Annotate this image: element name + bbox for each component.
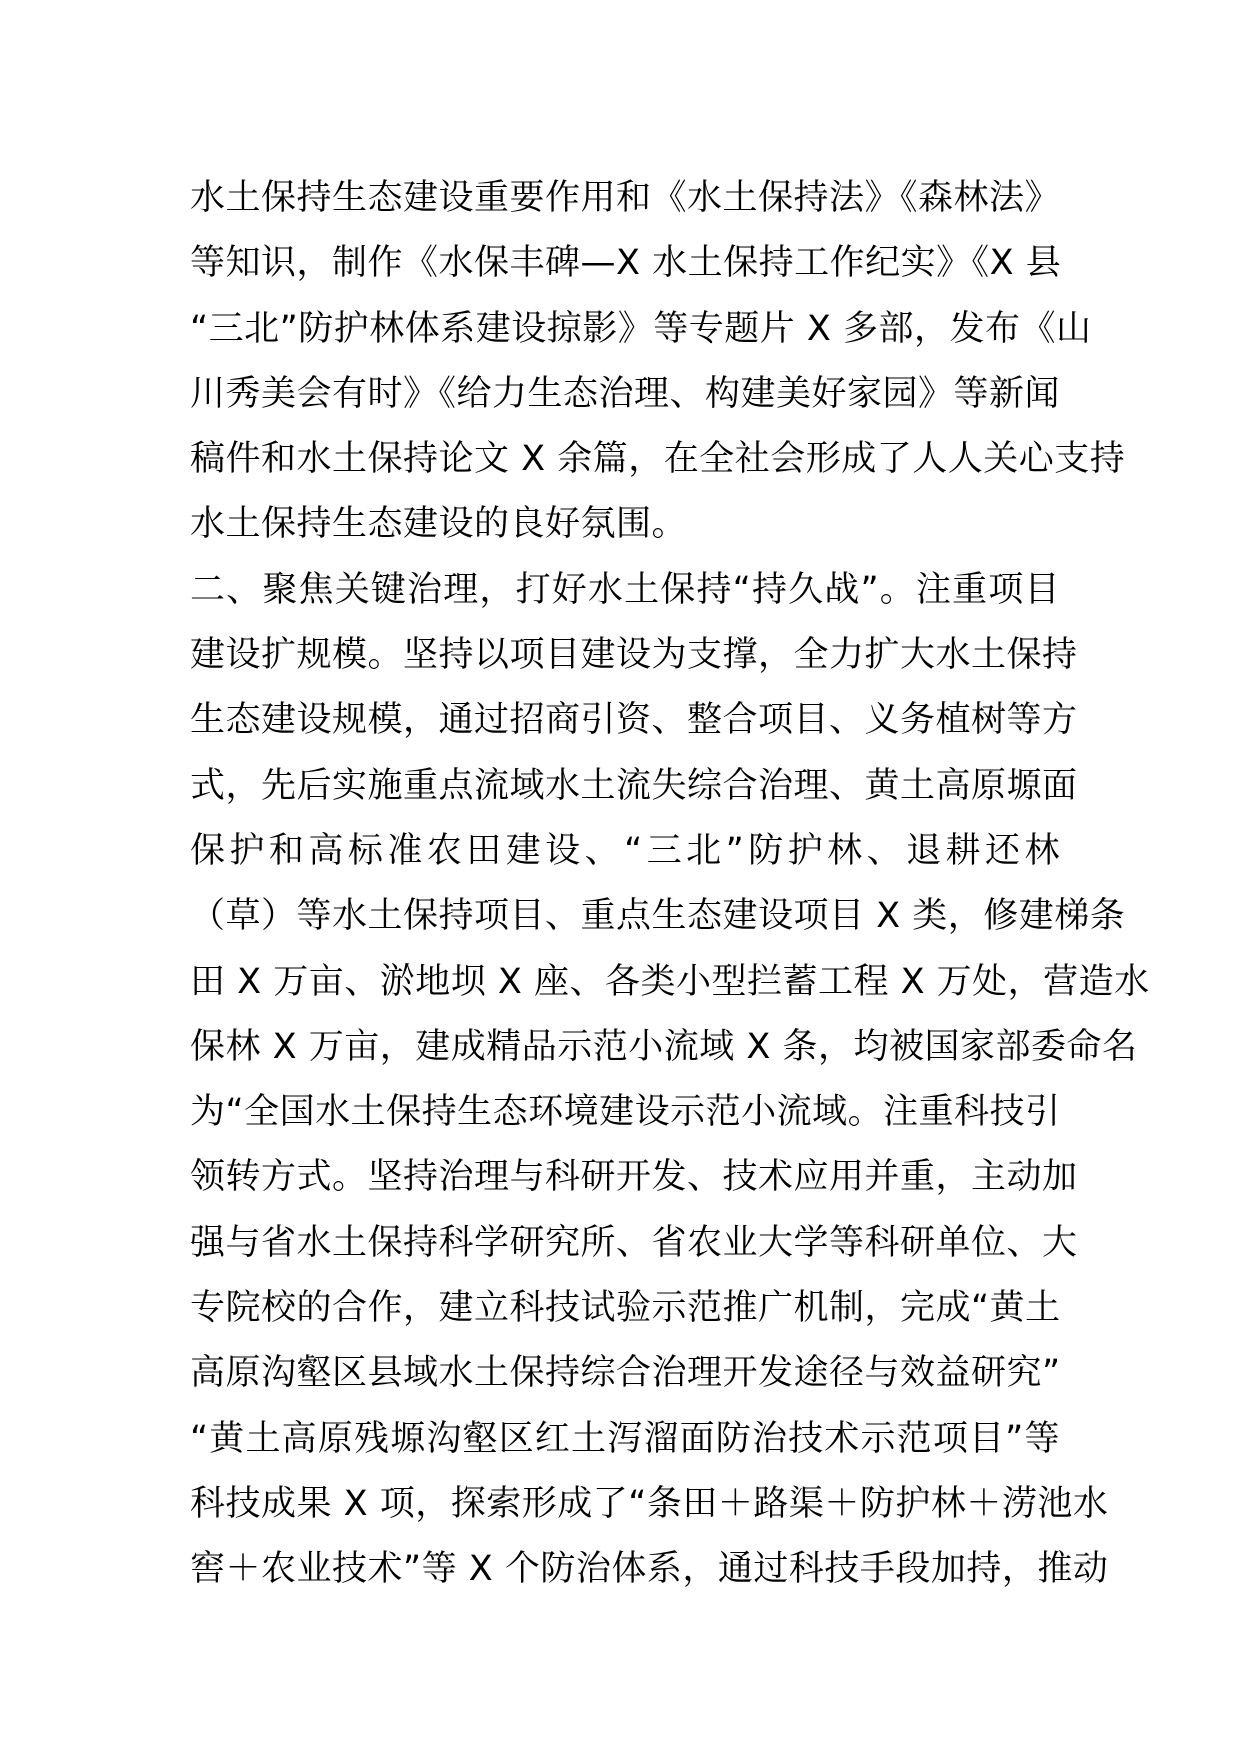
text-line-17: 强与省水土保持科学研究所、省农业大学等科研单位、大 bbox=[190, 1222, 1078, 1263]
text-line-22: 窖＋农业技术”等 X 个防治体系，通过科技手段加持，推动 bbox=[190, 1549, 1109, 1590]
text-line-14: 保林 X 万亩，建成精品示范小流域 X 条，均被国家部委命名 bbox=[190, 1026, 1138, 1067]
text-line-16: 领转方式。坚持治理与科研开发、技术应用并重，主动加 bbox=[190, 1157, 1078, 1198]
text-line-6: 水土保持生态建设的良好氛围。 bbox=[190, 504, 688, 545]
text-line-3: “三北”防护林体系建设掠影》等专题片 X 多部，发布《山 bbox=[190, 308, 1092, 349]
text-line-21: 科技成果 X 项，探索形成了“条田＋路渠＋防护林＋涝池水 bbox=[190, 1483, 1109, 1524]
body-text bbox=[190, 166, 1150, 1603]
text-line-9: 生态建设规模，通过招商引资、整合项目、义务植树等方 bbox=[190, 700, 1078, 741]
text-line-5: 稿件和水土保持论文 X 余篇，在全社会形成了人人关心支持 bbox=[190, 439, 1126, 480]
text-line-15: 为“全国水土保持生态环境建设示范小流域。注重科技引 bbox=[190, 1092, 1061, 1133]
text-line-19: 高原沟壑区县域水土保持综合治理开发途径与效益研究” bbox=[190, 1353, 1061, 1394]
text-line-13: 田 X 万亩、淤地坝 X 座、各类小型拦蓄工程 X 万处，营造水 bbox=[190, 961, 1150, 1002]
text-line-11: 保护和高标准农田建设、“三北”防护林、退耕还林 bbox=[190, 830, 1060, 871]
text-line-7: 二、聚焦关键治理，打好水土保持“持久战”。注重项目 bbox=[190, 569, 1060, 610]
text-line-2: 等知识，制作《水保丰碑—X 水土保持工作纪实》《X 县 bbox=[190, 243, 1062, 284]
text-line-4: 川秀美会有时》《给力生态治理、构建美好家园》等新闻 bbox=[190, 373, 1061, 414]
text-line-10: 式，先后实施重点流域水土流失综合治理、黄土高原塬面 bbox=[190, 765, 1078, 806]
text-line-20: “黄土高原残塬沟壑区红土泻溜面防治技术示范项目”等 bbox=[190, 1418, 1060, 1459]
text-line-8: 建设扩规模。坚持以项目建设为支撑，全力扩大水土保持 bbox=[190, 635, 1078, 676]
text-line-1: 水土保持生态建设重要作用和《水土保持法》《森林法》 bbox=[190, 178, 1061, 218]
text-line-12: （草）等水土保持项目、重点生态建设项目 X 类，修建梯条 bbox=[190, 896, 1126, 937]
text-line-18: 专院校的合作，建立科技试验示范推广机制，完成“黄土 bbox=[190, 1288, 1061, 1329]
